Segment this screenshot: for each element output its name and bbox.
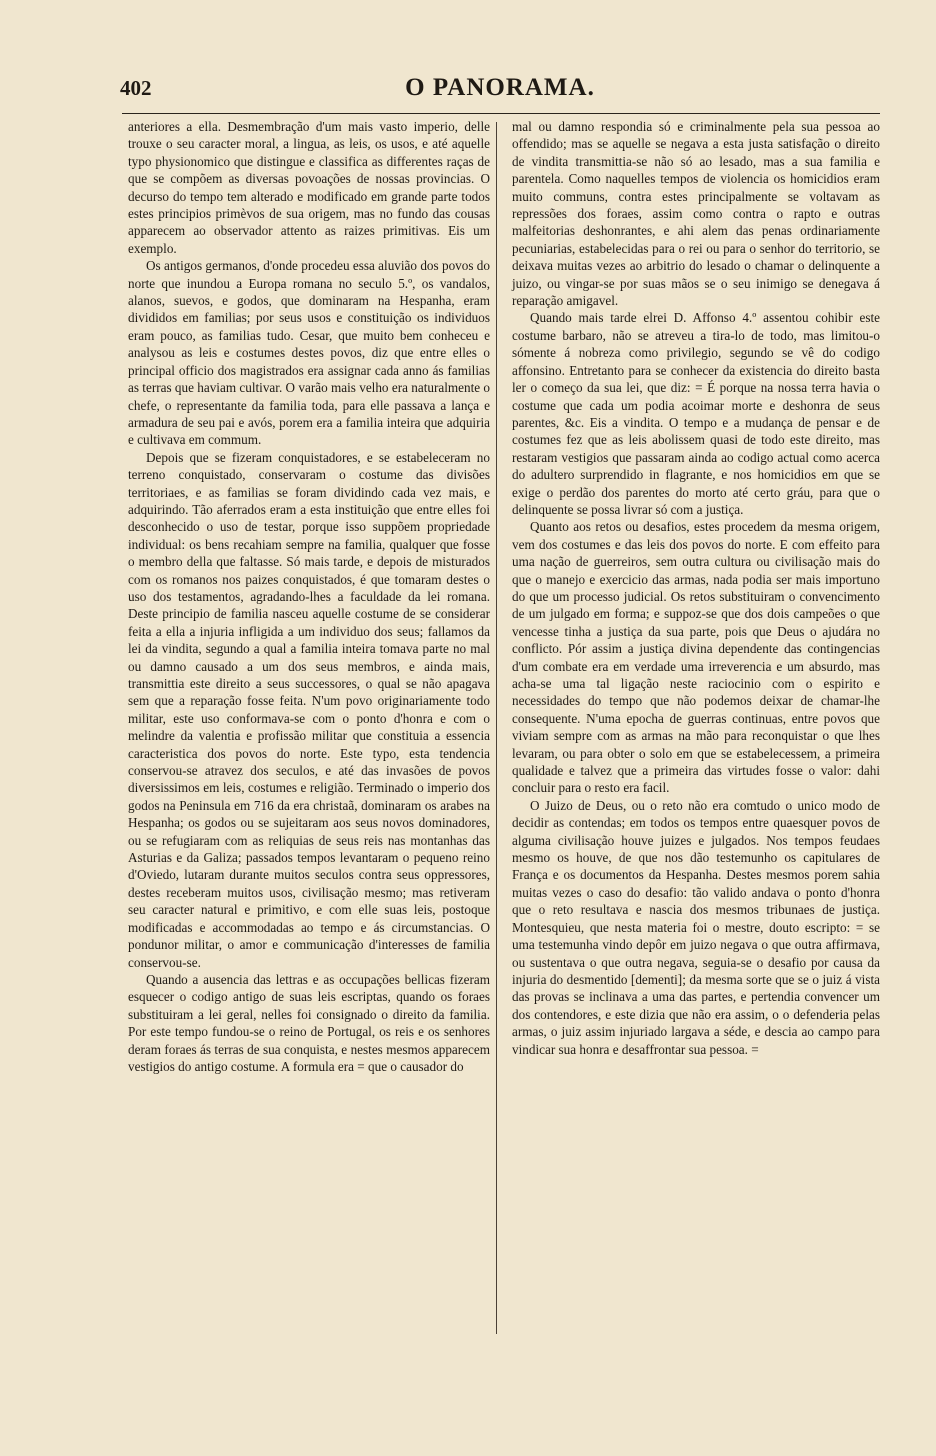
paragraph: O Juizo de Deus, ou o reto não era comtudo o unico modo de decidir as contendas; em todos os tempos entre quaesquer povos de alguma civilisação houve juizes e julgados. Nos tempos feudaes mesmo os houve, de que nos dão testemunho os capitulares de França e os documentos da Hespanha. Destes mesmos porem sahia muitas vezes o caso do desafio: tão valido andava o ponto d'honra que o reto resultava e nascia dos mesmos tribunaes de justiça. Montesquieu, que nesta materia foi o mestre, douto escripto: = se uma testemunha vindo depôr em juizo negava o que outra affirmava, ou sustentava o que outra negava, seguia-se o desafio por causa da injuria do desmentido [dementi]; da mesma sorte que se o juiz á vista das provas se inclinava a uma das partes, e pertendia convencer um dos contendores, e este dizia que não era assim, o o defenderia pelas armas, o juiz assim injuriado largava a séde, e descia ao campo para vindicar sua honra e desaffrontar sua pessoa. = bbox=[512, 797, 880, 1057]
right-column bbox=[512, 118, 880, 1058]
page-header bbox=[120, 70, 880, 108]
page-number: 402 bbox=[120, 76, 152, 100]
header-rule bbox=[122, 113, 880, 114]
left-column bbox=[128, 118, 490, 1075]
page-title: O PANORAMA. bbox=[405, 74, 595, 101]
paragraph: Quanto aos retos ou desafios, estes procedem da mesma origem, vem dos costumes e das leis dos povos do norte. E com effeito para uma nação de guerreiros, sem outra cultura ou civilisação mais do que o manejo e exercicio das armas, nada podia ser mais importuno do que um processo judicial. Os retos substituiram o convencimento de um julgado em forma; e suppoz-se que dos dois campeões o que vencesse tinha a justiça da sua parte, pois que Deus o ajudára no conflicto. Pór assim a justiça divina dependente das contingencias d'um combate era em verdade uma irreverencia e um absurdo, mas acha-se uma tal ligação neste raciocinio com o espirito e necessidades do tempo que não podemos deixar de chamar-lhe consequente. N'uma epocha de guerras continuas, entre povos que viviam sempre com as armas na mão para reconquistar o que lhes levaram, ou para obter o solo em que se estabelecessem, a primeira qualidade e talvez que a primeira das virtudes fosse o valor: dahi concluir para o resto era facil. bbox=[512, 519, 880, 796]
paragraph: Os antigos germanos, d'onde procedeu essa aluvião dos povos do norte que inundou a Europa romana no seculo 5.º, os vandalos, alanos, suevos, e godos, que dominaram na Hespanha, eram divididos em familias; por seus usos e constituição os individuos eram pouco, as familias tudo. Cesar, que muito bem conheceu e analysou as leis e costumes destes povos, diz que entre elles o principal officio dos magistrados era assignar cada anno ás familias as terras que haviam cultivar. O varão mais velho era naturalmente o chefe, o representante da familia toda, para elle passava a lança e armadura de seu pai e avós, porem era a familia inteira que adquiria e cultivava em commum. bbox=[128, 258, 490, 448]
paragraph: Quando a ausencia das lettras e as occupações bellicas fizeram esquecer o codigo antigo de suas leis escriptas, quando os foraes substituiram a lei geral, nelles foi consignado o direito da familia. Por este tempo fundou-se o reino de Portugal, os reis e os senhores deram foraes ás terras de sua conquista, e nestes mesmos apparecem vestigios do antigo costume. A formula era = que o causador do bbox=[128, 971, 490, 1074]
paragraph: mal ou damno respondia só e criminalmente pela sua pessoa ao offendido; mas se aquelle se negava a esta justa satisfação o direito de vindita transmittia-se não só ao lesado, mas a sua familia e parentela. Como naquelles tempos de violencia os homicidios eram muito communs, contra estes principalmente se voltavam as repressões dos foraes, assim como contra o rapto e outras malfeitorias deshonrantes, e ahi alem das penas ordinariamente pecuniarias, estabelecidas para o rei ou para o senhor do territorio, se deixava muitas vezes ao arbitrio do lesado o chamar o delinquente a juizo, ou vingar-se por suas mãos se o seu inimigo se denegava á reparação amigavel. bbox=[512, 119, 880, 309]
column-divider bbox=[496, 122, 497, 1334]
paragraph: Quando mais tarde elrei D. Affonso 4.º assentou cohibir este costume barbaro, não se atreveu a tira-lo de todo, mas limitou-o sómente á nobreza como privilegio, segundo se vê do codigo affonsino. Entretanto para se conhecer da existencia do direito basta ler o começo da sua lei, que diz: = É porque na nossa terra havia o costume que cada um podia acoimar morte e deshonra de seus parentes, &c. Eis a vindita. O tempo e a mudança de pensar e de costumes fez que as leis abolissem quasi de todo este direito, mas restaram vestigios que passaram ainda ao codigo actual como acerca do adultero surprendido in flagrante, e nos homicidios em que se exige o perdão dos parentes do morto até certo gráu, para que o delinquente se possa livrar só com a justiça. bbox=[512, 310, 880, 517]
paragraph: Depois que se fizeram conquistadores, e se estabeleceram no terreno conquistado, conservaram o costume das divisões territoriaes, e as familias se foram dividindo cada vez mais, e adquirindo. Tão aferrados eram a esta instituição que entre elles foi desconhecido o uso de testar, porque isso suppõem propriedade individual: os bens recahiam sempre na familia, qualquer que fosse o membro della que faltasse. Só mais tarde, e depois de misturados com os romanos nos paizes conquistados, é que tomaram destes o uso dos testamentos, agradando-lhes a faculdade da lei romana. Deste principio de familia nasceu aquelle costume de se considerar feita a ella a injuria infligida a um individuo dos seus; fallamos da lei da vindita, segundo a qual a familia inteira tomava parte no mal ou damno causado a um dos seus membros, e ainda mais, transmittia este direito a seus successores, o qual se não apagava sem que a reparação fosse feita. N'um povo originariamente todo militar, este uso conformava-se com o ponto d'honra e com o melindre da valentia e profissão militar que constituia a essencia caracteristica dos povos do norte. Este typo, esta tendencia conservou-se atravez dos seculos, e até das invasões de povos diversissimos em leis, costumes e religião. Terminado o imperio dos godos na Peninsula em 716 da era christaã, dominaram os arabes na Hespanha; os godos ou se sujeitaram aos seus novos dominadores, ou se refugiaram com as reliquias de seus reis nas montanhas das Asturias e da Galiza; passados tempos levantaram o pequeno reino d'Oviedo, lutaram durante muitos seculos contra seus oppressores, destes receberam muitos usos, civilisação mesmo; mas retiveram seu caracter natural e primitivo, e com elle suas leis, postoque modificadas e accommodadas ao tempo e ás circumstancias. O pondunor militar, o amor e communicação d'interesses de familia conservou-se. bbox=[128, 449, 490, 970]
paragraph: anteriores a ella. Desmembração d'um mais vasto imperio, delle trouxe o seu caracter moral, a lingua, as leis, os usos, e até aquelle typo physionomico que distingue e classifica as differentes raças de que se compõem as diversas povoações de nossas provincias. O decurso do tempo tem alterado e modificado em grande parte todos estes principios primèvos de sua origem, mas no fundo das cousas apparecem ao observador attento as raizes primitivas. Eis um exemplo. bbox=[128, 119, 490, 256]
